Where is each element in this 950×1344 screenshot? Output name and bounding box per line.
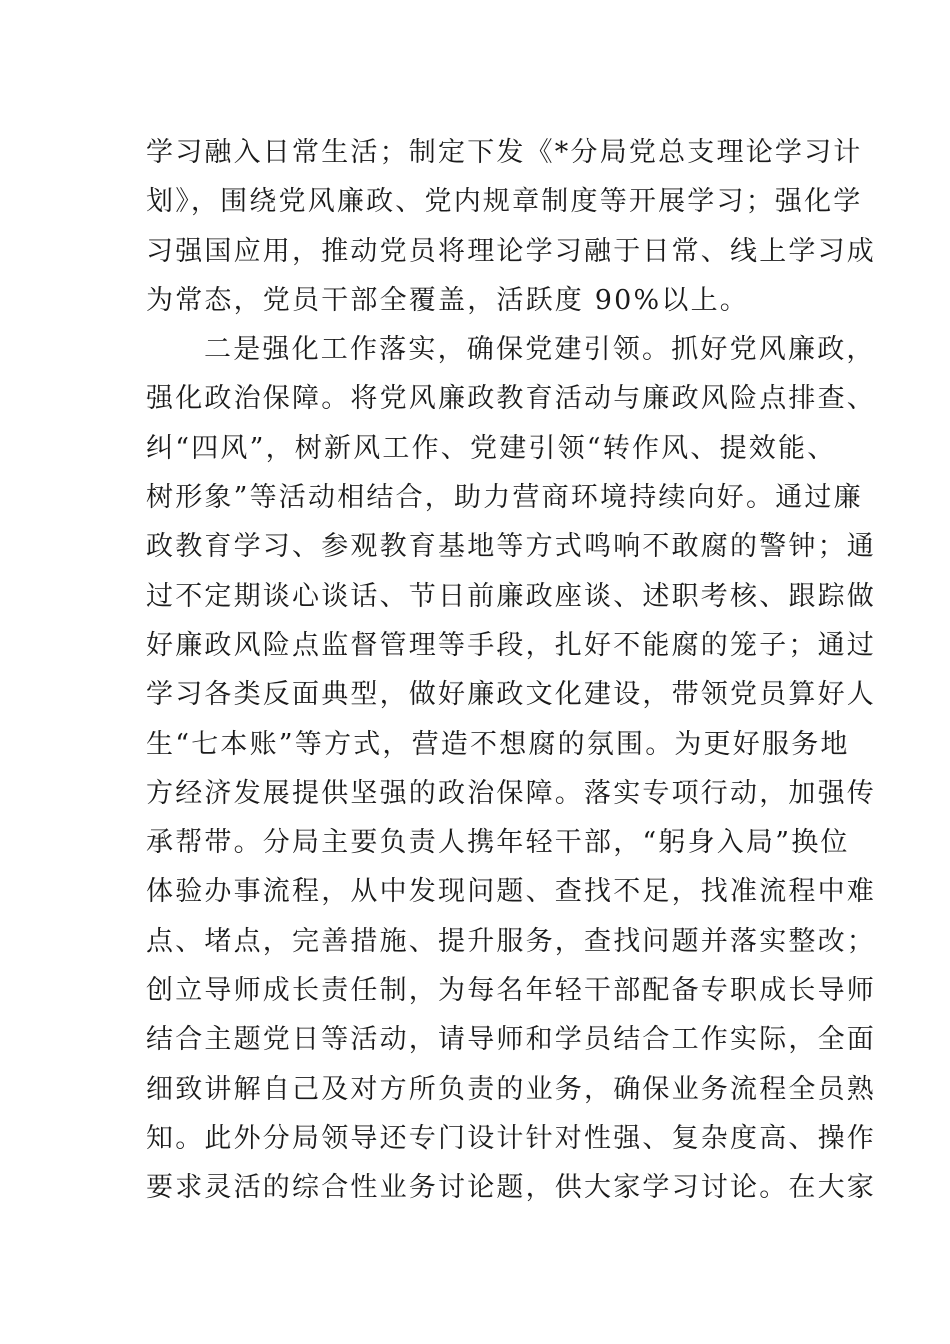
text-line: 习强国应用，推动党员将理论学习融于日常、线上学习成 — [146, 235, 876, 267]
text-line: 划》，围绕党风廉政、党内规章制度等开展学习；强化学 — [146, 186, 863, 218]
text-line: 树形象”等活动相结合，助力营商环境持续向好。通过廉 — [146, 482, 863, 514]
document-body — [146, 128, 876, 1213]
text-line: 结合主题党日等活动，请导师和学员结合工作实际，全面 — [146, 1024, 876, 1056]
text-line: 学习各类反面典型，做好廉政文化建设，带领党员算好人 — [146, 679, 876, 711]
text-line: 方经济发展提供坚强的政治保障。落实专项行动，加强传 — [146, 777, 876, 809]
text-line: 要求灵活的综合性业务讨论题，供大家学习讨论。在大家 — [146, 1172, 876, 1204]
text-line: 强化政治保障。将党风廉政教育活动与廉政风险点排查、 — [146, 383, 876, 415]
paragraph-continued — [146, 128, 876, 325]
text-line: 过不定期谈心谈话、节日前廉政座谈、述职考核、跟踪做 — [146, 580, 876, 612]
paragraph-first-line: 二是强化工作落实，确保党建引领。抓好党风廉政， — [204, 334, 876, 366]
text-line: 生“七本账”等方式，营造不想腐的氛围。为更好服务地 — [146, 728, 850, 760]
text-line: 纠“四风”，树新风工作、党建引领“转作风、提效能、 — [146, 432, 837, 464]
text-line: 细致讲解自己及对方所负责的业务，确保业务流程全员熟 — [146, 1073, 876, 1105]
text-line: 承帮带。分局主要负责人携年轻干部，“躬身入局”换位 — [146, 827, 850, 859]
text-line: 点、堵点，完善措施、提升服务，查找问题并落实整改； — [146, 925, 876, 957]
text-line: 好廉政风险点监督管理等手段，扎好不能腐的笼子；通过 — [146, 629, 876, 661]
text-line: 体验办事流程，从中发现问题、查找不足，找准流程中难 — [146, 876, 876, 908]
text-line: 为常态，党员干部全覆盖，活跃度 90%以上。 — [146, 284, 749, 316]
text-line: 创立导师成长责任制，为每名年轻干部配备专职成长导师 — [146, 975, 876, 1007]
text-line: 政教育学习、参观教育基地等方式鸣响不敢腐的警钟；通 — [146, 531, 876, 563]
text-line: 知。此外分局领导还专门设计针对性强、复杂度高、操作 — [146, 1122, 876, 1154]
text-line: 学习融入日常生活；制定下发《*分局党总支理论学习计 — [146, 137, 863, 168]
paragraph-two — [146, 325, 876, 1212]
